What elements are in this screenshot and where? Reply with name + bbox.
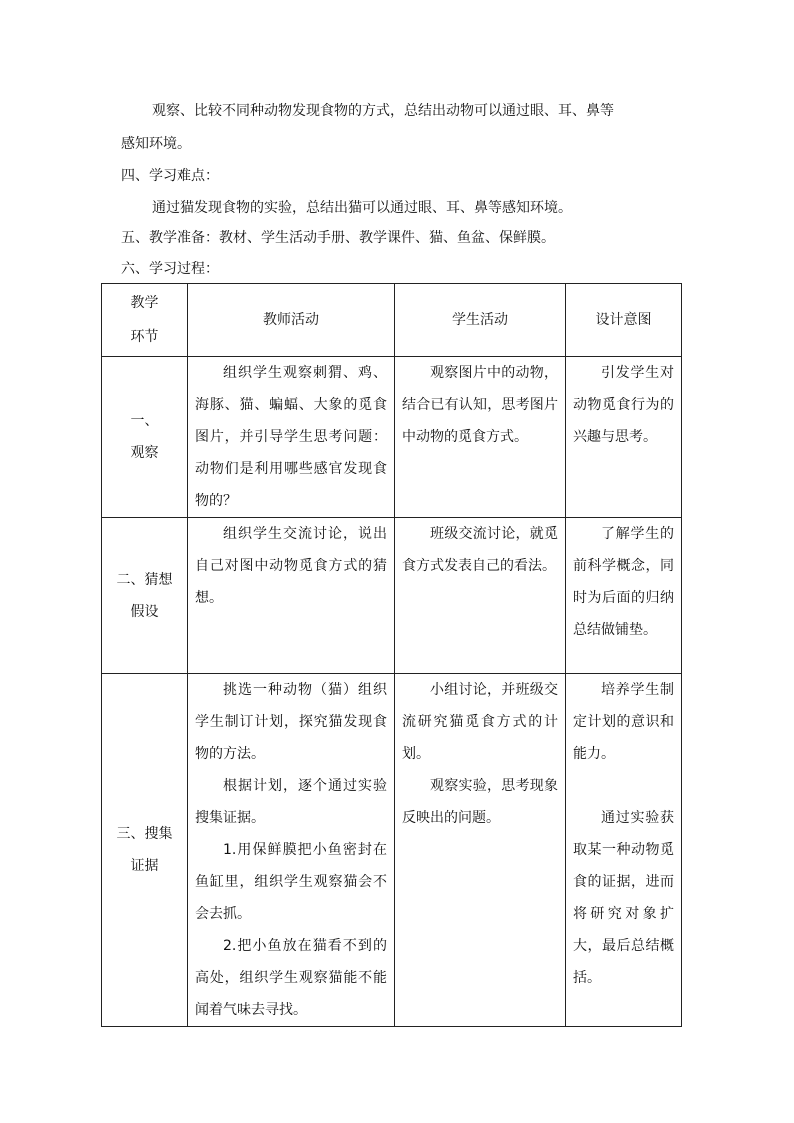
table-row: [102, 518, 682, 674]
student-activity-text: 小组讨论，并班级交流研究猫觅食方式的计划。: [402, 682, 558, 762]
header-stage-line2: 环节: [130, 329, 159, 345]
teacher-activity-text: 根据计划，逐个通过实验搜集证据。: [195, 778, 387, 826]
focus-text-line2: 感知环境。: [121, 136, 191, 152]
prep-line: [121, 228, 555, 248]
difficulty-heading: 四、学习难点：: [121, 168, 219, 184]
stage-line2: 假设: [130, 603, 159, 620]
design-intent-text: 了解学生的前科学概念，同时为后面的归纳总结做铺垫。: [573, 526, 674, 638]
paragraph-gap: [573, 770, 674, 802]
student-activity-text: 班级交流讨论，就觅食方式发表自己的看法。: [402, 526, 558, 574]
process-heading: 六、学习过程：: [121, 261, 219, 277]
design-intent-cell: [566, 357, 682, 518]
prep-heading: 五、教学准备：: [121, 230, 219, 246]
stage-line2: 证据: [130, 858, 159, 874]
table-header-row: [102, 284, 682, 357]
header-student: 学生活动: [395, 284, 566, 357]
header-stage-line1: 教学: [130, 295, 159, 311]
stage-line1: 二、猜想: [116, 571, 173, 588]
design-intent-text: 通过实验获取某一种动物觅食的证据，进而将研究对象扩大，最后总结概括。: [573, 810, 674, 986]
design-intent-text: 引发学生对动物觅食行为的兴趣与思考。: [573, 365, 674, 445]
student-activity-cell: [395, 518, 566, 674]
header-teacher: 教师活动: [188, 284, 395, 357]
stage-line1: 三、搜集: [116, 826, 173, 842]
stage-cell: [102, 674, 188, 1027]
stage-cell: [102, 518, 188, 674]
student-activity-text: 观察图片中的动物，结合已有认知，思考图片中动物的觅食方式。: [402, 365, 558, 445]
stage-cell: [102, 357, 188, 518]
student-activity-cell: [395, 357, 566, 518]
teacher-activity-cell: [188, 674, 395, 1027]
teacher-activity-text: 2.把小鱼放在猫看不到的高处，组织学生观察猫能不能闻着气味去寻找。: [195, 938, 387, 1018]
stage-line2: 观察: [130, 445, 159, 461]
teacher-activity-text: 挑选一种动物（猫）组织学生制订计划，探究猫发现食物的方法。: [195, 682, 387, 762]
design-intent-text: 培养学生制定计划的意识和能力。: [573, 682, 674, 762]
table-row: [102, 357, 682, 518]
prep-text: 教材、学生活动手册、教学课件、猫、鱼盆、保鲜膜。: [219, 230, 555, 246]
teacher-activity-text: 1.用保鲜膜把小鱼密封在鱼缸里，组织学生观察猫会不会去抓。: [195, 842, 387, 922]
student-activity-text: 观察实验，思考现象反映出的问题。: [402, 778, 558, 826]
teacher-activity-cell: [188, 518, 395, 674]
teacher-activity-text: 组织学生观察刺猬、鸡、海豚、猫、蝙蝠、大象的觅食图片，并引导学生思考问题：动物们是利用哪些感官发现食物的？: [195, 365, 387, 509]
header-intent: 设计意图: [566, 284, 682, 357]
teacher-activity-text: 组织学生交流讨论，说出自己对图中动物觅食方式的猜想。: [195, 526, 387, 606]
difficulty-text: 通过猫发现食物的实验，总结出猫可以通过眼、耳、鼻等感知环境。: [152, 200, 572, 216]
student-activity-cell: [395, 674, 566, 1027]
header-stage: [102, 284, 188, 357]
design-intent-cell: [566, 518, 682, 674]
lesson-process-table: [101, 283, 682, 1027]
design-intent-cell: [566, 674, 682, 1027]
teacher-activity-cell: [188, 357, 395, 518]
focus-text-line1: 观察、比较不同种动物发现食物的方式，总结出动物可以通过眼、耳、鼻等: [152, 103, 614, 119]
stage-line1: 一、: [130, 413, 159, 429]
table-row: [102, 674, 682, 1027]
